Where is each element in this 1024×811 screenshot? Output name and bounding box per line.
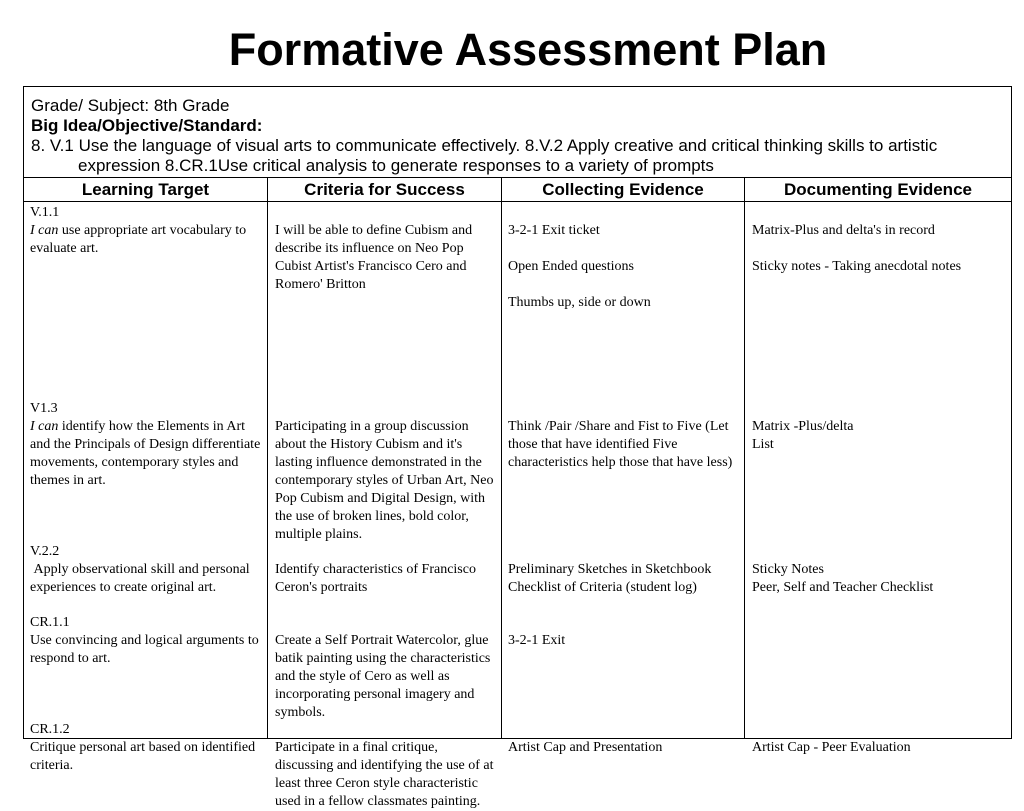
column-learning-target xyxy=(24,177,268,773)
target-code: V.1.1 xyxy=(30,205,60,220)
documenting-item: Matrix -Plus/delta xyxy=(752,419,854,434)
documenting-item: Sticky Notes xyxy=(752,562,824,577)
column-documenting xyxy=(745,177,1011,755)
target-text xyxy=(30,418,262,490)
collecting-item: Open Ended questions xyxy=(508,259,634,274)
target-body: use appropriate art vocabulary to evaluate art. xyxy=(30,223,247,256)
collecting-item: Artist Cap and Presentation xyxy=(508,740,663,755)
criteria-item: Create a Self Portrait Watercolor, glue batik painting using the characteristics and the style of Cero as well as incorporating personal imagery and symbols. xyxy=(275,633,491,720)
column-header: Learning Target xyxy=(24,177,267,202)
column-header: Collecting Evidence xyxy=(502,177,744,202)
documenting-item: List xyxy=(752,437,774,452)
target-text: Use convincing and logical arguments to respond to art. xyxy=(30,633,259,666)
collecting-item: Preliminary Sketches in Sketchbook xyxy=(508,562,712,577)
plan-header xyxy=(24,87,1011,178)
standard-text: 8. V.1 Use the language of visual arts to communicate effectively. 8.V.2 Apply creative and critical thinking skills to artistic expression 8.CR.1Use critical analysis to generate responses to a variety of prompts xyxy=(31,136,938,175)
target-text: Apply observational skill and personal experiences to create original art. xyxy=(30,562,254,595)
target-code: V1.3 xyxy=(30,401,58,416)
target-prefix: I can xyxy=(30,419,59,434)
grade-subject: Grade/ Subject: 8th Grade xyxy=(31,96,230,115)
documenting-item: Matrix-Plus and delta's in record xyxy=(752,223,935,238)
target-text: Critique personal art based on identified criteria. xyxy=(30,740,256,773)
target-text xyxy=(30,222,262,258)
collecting-item: Think /Pair /Share and Fist to Five (Let those that have identified Five characteristics help those that have less) xyxy=(508,419,733,470)
documenting-item: Peer, Self and Teacher Checklist xyxy=(752,580,934,595)
target-item xyxy=(30,204,262,258)
column-collecting xyxy=(502,177,745,755)
page-title: Formative Assessment Plan xyxy=(228,24,828,75)
target-code: CR.1.2 xyxy=(30,722,70,737)
documenting-item: Artist Cap - Peer Evaluation xyxy=(752,740,911,755)
column-header: Documenting Evidence xyxy=(745,177,1011,202)
table-body xyxy=(24,177,1011,809)
target-item xyxy=(30,614,262,668)
big-idea-label: Big Idea/Objective/Standard: xyxy=(31,116,263,135)
target-body: identify how the Elements in Art and the Principals of Design differentiate movements, contemporary styles and themes in art. xyxy=(30,419,261,488)
collecting-item: 3-2-1 Exit xyxy=(508,633,566,648)
column-criteria xyxy=(268,177,502,809)
target-code: V.2.2 xyxy=(30,544,60,559)
criteria-item: I will be able to define Cubism and describe its influence on Neo Pop Cubist Artist's Francisco Cero and Romero' Britton xyxy=(275,223,473,292)
target-item xyxy=(30,400,262,490)
column-header: Criteria for Success xyxy=(268,177,501,202)
collecting-item: Checklist of Criteria (student log) xyxy=(508,580,697,595)
assessment-table xyxy=(23,86,1012,809)
target-code: CR.1.1 xyxy=(30,615,70,630)
criteria-item: Identify characteristics of Francisco Ceron's portraits xyxy=(275,562,476,595)
criteria-item: Participating in a group discussion about the History Cubism and it's lasting influence demonstrated in the contemporary styles of Urban Art, Neo Pop Cubism and Digital Design, with the use of broken lines, bold color, multiple plains. xyxy=(275,419,494,542)
target-item xyxy=(30,543,262,597)
criteria-item: Participate in a final critique, discussing and identifying the use of at least three Ceron style characteristic used in a fellow classmates painting. xyxy=(275,740,494,809)
target-item xyxy=(30,721,262,775)
collecting-item: Thumbs up, side or down xyxy=(508,295,651,310)
collecting-item: 3-2-1 Exit ticket xyxy=(508,223,600,238)
documenting-item: Sticky notes - Taking anecdotal notes xyxy=(752,259,962,274)
target-prefix: I can xyxy=(30,223,59,238)
